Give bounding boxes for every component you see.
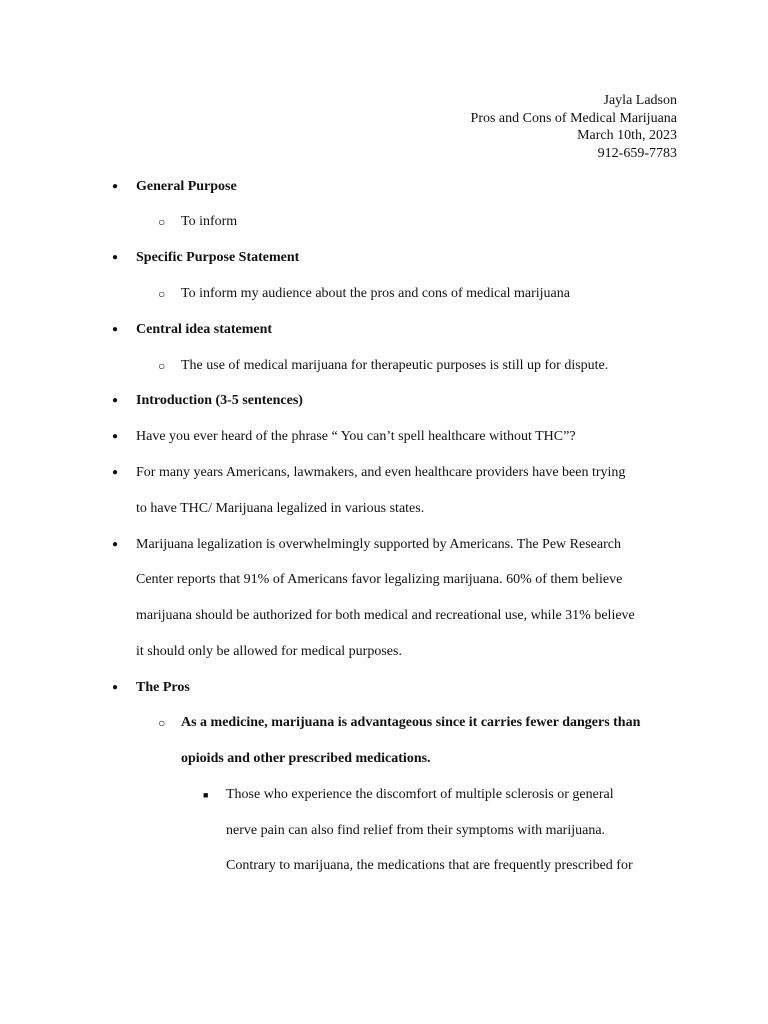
central-idea-item: The use of medical marijuana for therapeutic purposes is still up for dispute. (181, 358, 609, 373)
disc-bullet-icon: ● (112, 324, 119, 335)
circle-bullet-icon: ○ (158, 215, 166, 229)
author-name: Jayla Ladson (603, 93, 677, 108)
intro-paragraph-2-line: to have THC/ Marijuana legalized in various states. (136, 501, 425, 516)
intro-paragraph-3-line: Marijuana legalization is overwhelmingly supported by Americans. The Pew Research (136, 537, 621, 552)
square-bullet-icon: ■ (203, 790, 209, 800)
disc-bullet-icon: ● (112, 181, 119, 192)
intro-paragraph-1: Have you ever heard of the phrase “ You can’t spell healthcare without THC”? (136, 429, 576, 444)
disc-bullet-icon: ● (112, 682, 119, 693)
intro-paragraph-2-line: For many years Americans, lawmakers, and even healthcare providers have been trying (136, 465, 626, 480)
pros-subpoint-1-line: Contrary to marijuana, the medications that are frequently prescribed for (226, 858, 633, 873)
disc-bullet-icon: ● (112, 431, 119, 442)
circle-bullet-icon: ○ (158, 287, 166, 301)
pros-subpoint-1-line: nerve pain can also find relief from their symptoms with marijuana. (226, 823, 606, 838)
document-title: Pros and Cons of Medical Marijuana (470, 110, 677, 126)
disc-bullet-icon: ● (112, 395, 119, 406)
disc-bullet-icon: ● (112, 539, 119, 550)
intro-paragraph-3-line: Center reports that 91% of Americans favor legalizing marijuana. 60% of them believe (136, 572, 623, 587)
phone-number: 912-659-7783 (597, 145, 677, 161)
central-idea-heading: Central idea statement (136, 322, 273, 337)
general-purpose-heading: General Purpose (136, 179, 237, 194)
pros-heading: The Pros (136, 680, 190, 695)
general-purpose-item: To inform (181, 214, 238, 229)
intro-paragraph-3-line: marijuana should be authorized for both medical and recreational use, while 31% believe (136, 608, 635, 623)
specific-purpose-item: To inform my audience about the pros and cons of medical marijuana (181, 286, 570, 301)
introduction-heading: Introduction (3-5 sentences) (136, 393, 303, 408)
disc-bullet-icon: ● (112, 467, 119, 478)
disc-bullet-icon: ● (112, 252, 119, 263)
pros-point-1-line: As a medicine, marijuana is advantageous since it carries fewer dangers than (181, 715, 641, 730)
document-date: March 10th, 2023 (577, 128, 677, 144)
specific-purpose-heading: Specific Purpose Statement (136, 250, 300, 265)
header-block (471, 92, 677, 162)
intro-paragraph-3-line: it should only be allowed for medical purposes. (136, 644, 402, 659)
circle-bullet-icon: ○ (158, 359, 166, 373)
pros-point-1-line: opioids and other prescribed medications. (181, 751, 431, 766)
pros-subpoint-1-line: Those who experience the discomfort of multiple sclerosis or general (226, 787, 614, 802)
circle-bullet-icon: ○ (158, 716, 166, 730)
